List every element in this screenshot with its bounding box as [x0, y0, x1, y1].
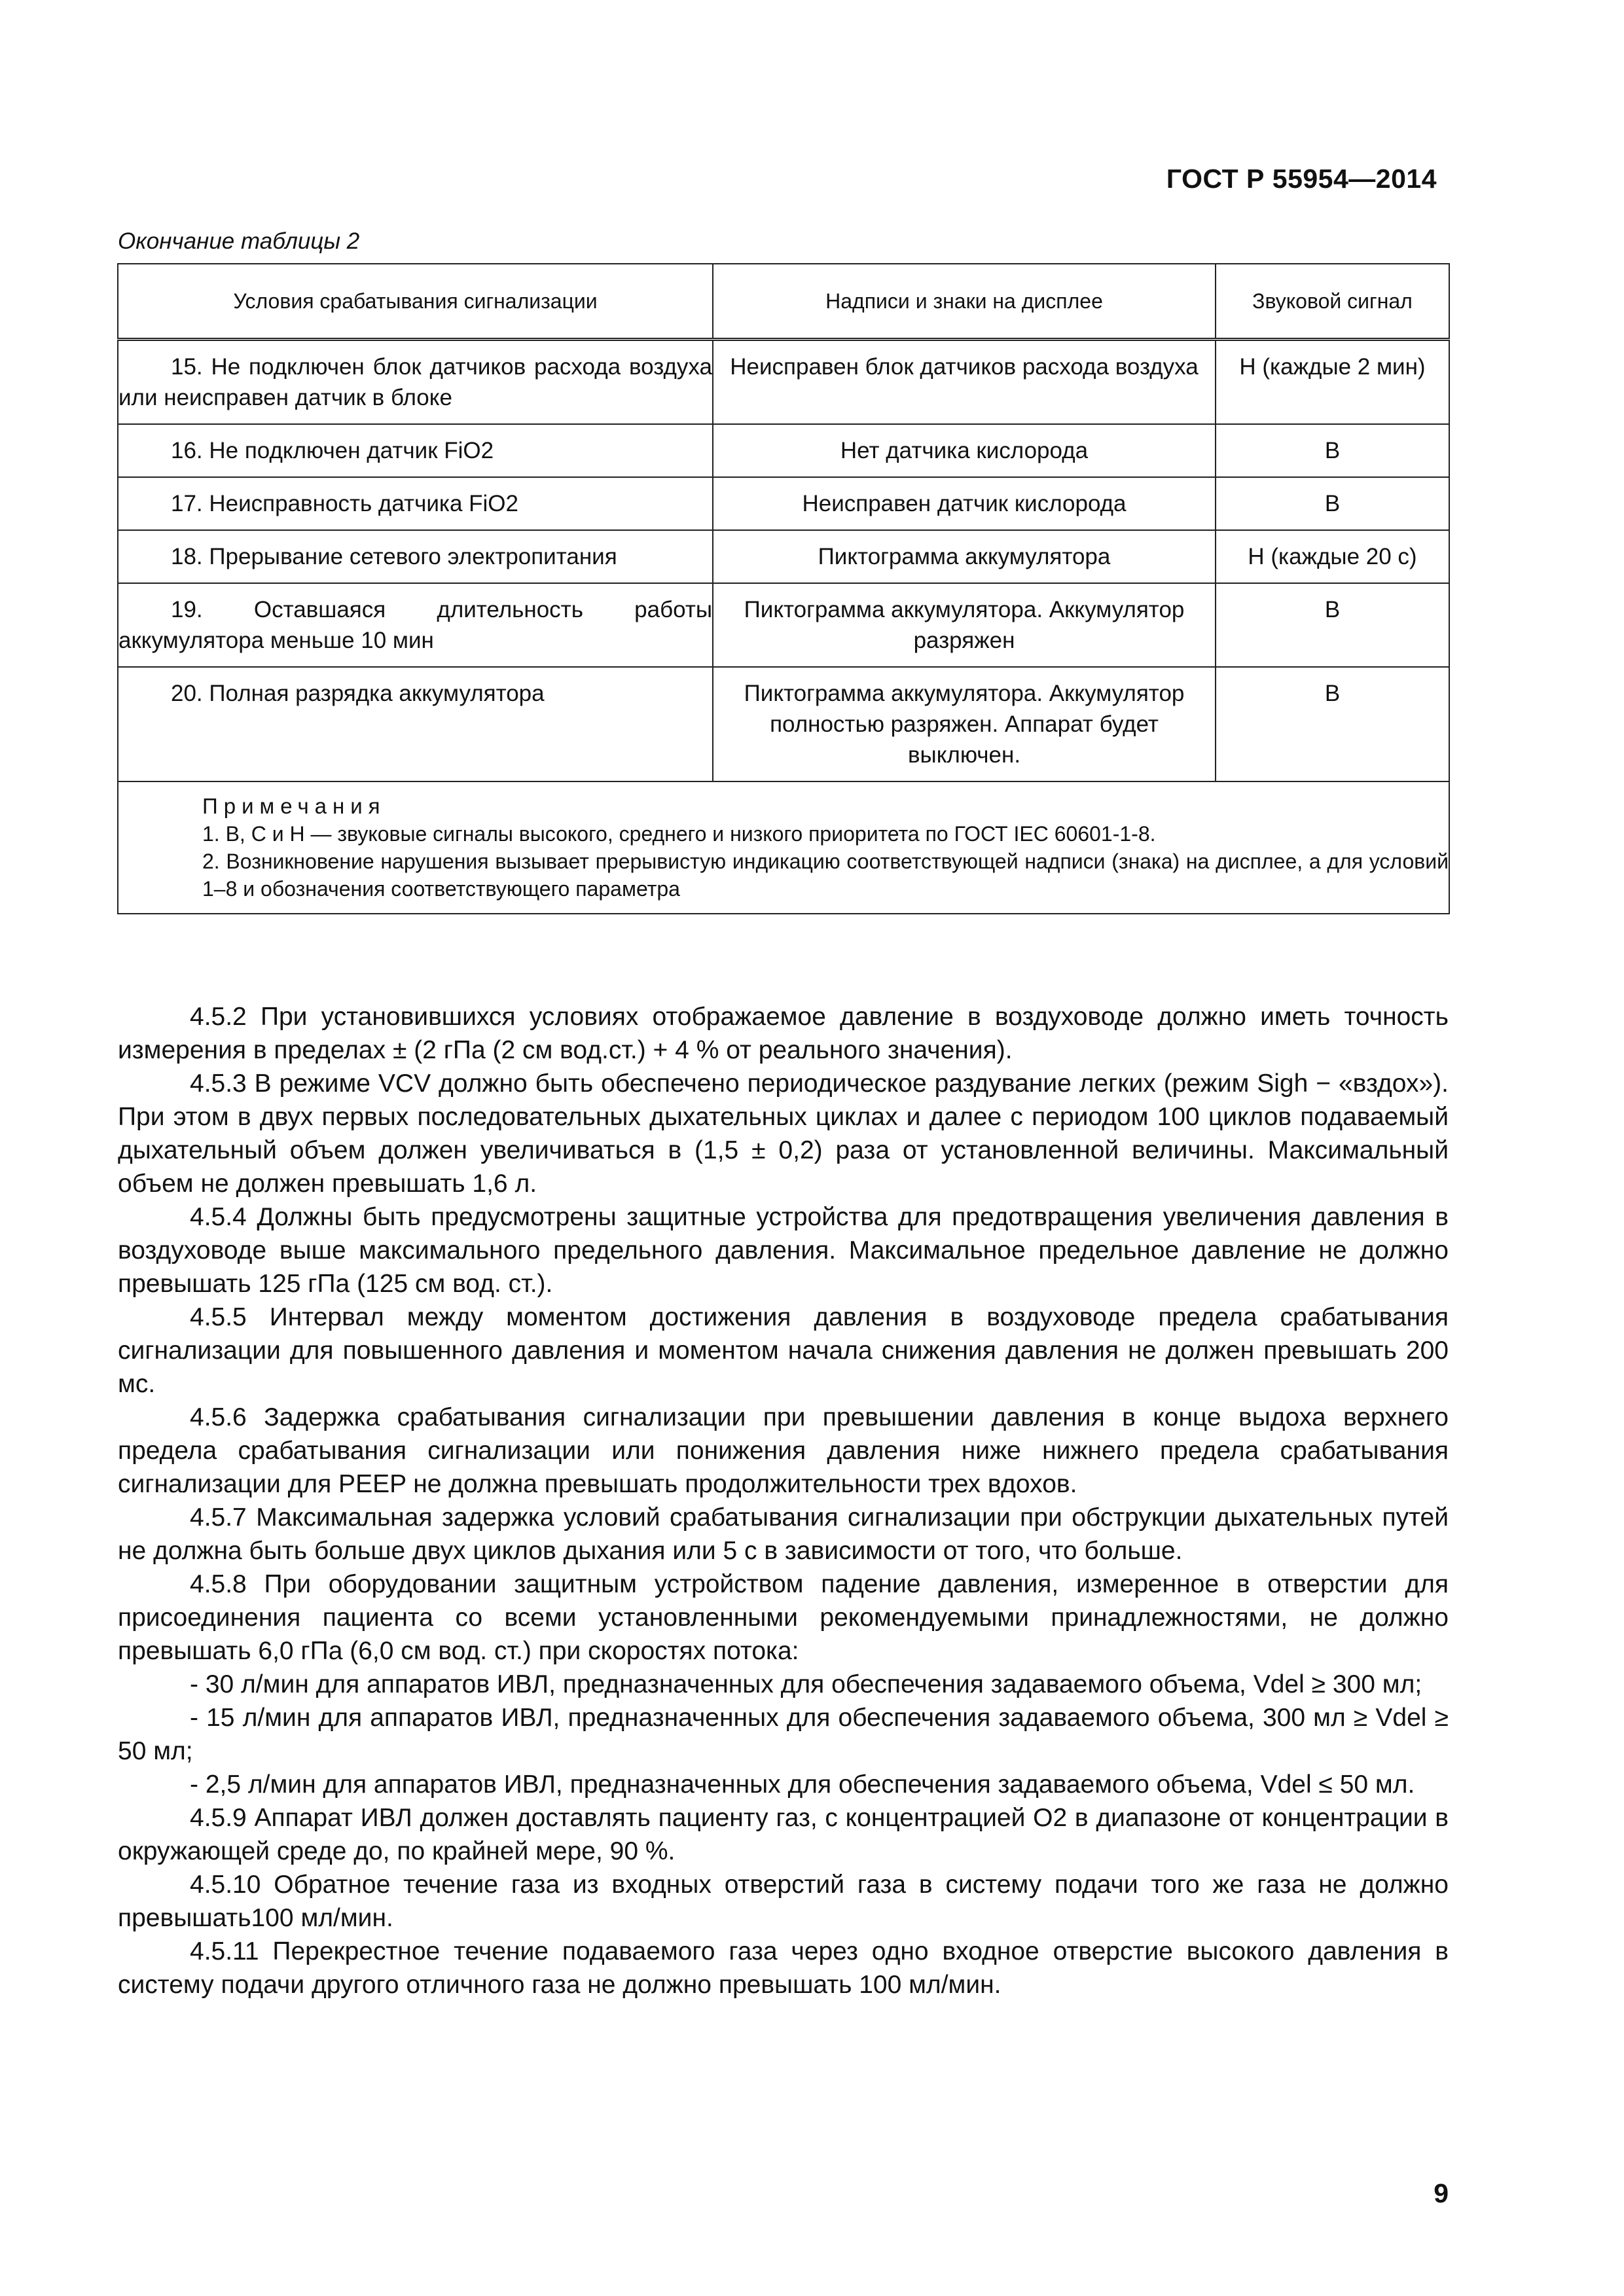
column-header-display: Надписи и знаки на дисплее	[713, 264, 1216, 340]
list-item: - 30 л/мин для аппаратов ИВЛ, предназначенных для обеспечения задаваемого объема, Vdel ≥ 300 мл;	[190, 1670, 1422, 1698]
condition-cell	[118, 424, 713, 477]
note-item	[118, 848, 1449, 903]
display-cell: Пиктограмма аккумулятора	[713, 530, 1216, 583]
paragraph: 4.5.7 Максимальная задержка условий срабатывания сигнализации при обструкции дыхательных путей не должна быть больше двух циклов дыхания или 5 с в зависимости от того, что больше.	[118, 1503, 1449, 1565]
condition-text: 19. Оставшаяся длительность работы аккумулятора меньше 10 мин	[118, 597, 712, 653]
list-item: - 15 л/мин для аппаратов ИВЛ, предназначенных для обеспечения задаваемого объема, 300 мл ≥ Vdel ≥ 50 мл;	[118, 1704, 1449, 1765]
condition-cell	[118, 530, 713, 583]
list-item: - 2,5 л/мин для аппаратов ИВЛ, предназначенных для обеспечения задаваемого объема, Vdel ≤ 50 мл.	[190, 1770, 1415, 1799]
paragraph: 4.5.2 При установившихся условиях отображаемое давление в воздуховоде должно иметь точность измерения в пределах ± (2 гПа (2 см вод.ст.) + 4 % от реального значения).	[118, 1003, 1449, 1064]
paragraph: 4.5.11 Перекрестное течение подаваемого газа через одно входное отверстие высокого давления в систему подачи другого отличного газа не должно превышать 100 мл/мин.	[118, 1937, 1449, 1999]
paragraph: 4.5.5 Интервал между моментом достижения давления в воздуховоде предела срабатывания сигнализации для повышенного давления и моментом начала снижения давления не должен превышать 200 мс.	[118, 1303, 1449, 1398]
condition-text: 15. Не подключен блок датчиков расхода воздуха или неисправен датчик в блоке	[118, 354, 712, 410]
sound-cell: Н (каждые 2 мин)	[1216, 340, 1449, 425]
table-row	[118, 424, 1449, 477]
paragraph: 4.5.10 Обратное течение газа из входных отверстий газа в систему подачи того же газа не должно превышать100 мл/мин.	[118, 1871, 1449, 1932]
paragraph: 4.5.8 При оборудовании защитным устройством падение давления, измеренное в отверстии для присоединения пациента со всеми установленными рекомендуемыми принадлежностями, не должно превышать 6,0 гПа (6,0 см вод. ст.) при скоростях потока:	[118, 1570, 1449, 1665]
sound-cell: В	[1216, 424, 1449, 477]
notes-title: Примечания	[202, 794, 386, 818]
column-header-sound: Звуковой сигнал	[1216, 264, 1449, 340]
table-caption: Окончание таблицы 2	[118, 228, 360, 254]
display-cell: Неисправен блок датчиков расхода воздуха	[713, 340, 1216, 425]
body-text	[118, 1000, 1449, 2001]
column-header-conditions: Условия срабатывания сигнализации	[118, 264, 713, 340]
condition-cell	[118, 583, 713, 667]
condition-text: 17. Неисправность датчика FiO2	[171, 491, 518, 516]
condition-cell	[118, 667, 713, 781]
sound-cell: В	[1216, 477, 1449, 530]
sound-cell: В	[1216, 583, 1449, 667]
paragraph: 4.5.6 Задержка срабатывания сигнализации при превышении давления в конце выдоха верхнего предела срабатывания сигнализации или понижения давления ниже нижнего предела срабатывания сигнализации для PEEP не должна превышать продолжительности трех вдохов.	[118, 1403, 1449, 1498]
display-cell: Пиктограмма аккумулятора. Аккумулятор полностью разряжен. Аппарат будет выключен.	[713, 667, 1216, 781]
note-item: 1. В, С и Н — звуковые сигналы высокого, среднего и низкого приоритета по ГОСТ IEC 60601-1-8.	[202, 822, 1156, 846]
sound-cell: Н (каждые 20 с)	[1216, 530, 1449, 583]
table-row	[118, 340, 1449, 425]
table-header-row	[118, 264, 1449, 340]
sound-cell: В	[1216, 667, 1449, 781]
display-cell: Неисправен датчик кислорода	[713, 477, 1216, 530]
display-cell: Нет датчика кислорода	[713, 424, 1216, 477]
note-item-text: 2. Возникновение нарушения вызывает прерывистую индикацию соответствующей надписи (знака) на дисплее, а для условий 1–8 и обозначения соответствующего параметра	[202, 850, 1449, 901]
condition-text: 20. Полная разрядка аккумулятора	[171, 681, 545, 706]
paragraph: 4.5.3 В режиме VCV должно быть обеспечено периодическое раздувание легких (режим Sigh − «вздох»). При этом в двух первых последовательных дыхательных циклах и далее с периодом 100 циклов подаваемый дыхательный объем должен увеличиваться в (1,5 ± 0,2) раза от установленной величины. Максимальный объем не должен превышать 1,6 л.	[118, 1069, 1449, 1198]
condition-text: 16. Не подключен датчик FiO2	[171, 438, 494, 463]
paragraph: 4.5.4 Должны быть предусмотрены защитные устройства для предотвращения увеличения давления в воздуховоде выше максимального предельного давления. Максимальное предельное давление не должно превышать 125 гПа (125 см вод. ст.).	[118, 1203, 1449, 1298]
condition-cell	[118, 340, 713, 425]
table-row	[118, 477, 1449, 530]
notes-row	[118, 781, 1449, 914]
page-number: 9	[1434, 2178, 1449, 2208]
standard-number: ГОСТ Р 55954—2014	[1166, 164, 1437, 194]
condition-text: 18. Прерывание сетевого электропитания	[171, 544, 617, 569]
notes-cell	[118, 781, 1449, 914]
paragraph: 4.5.9 Аппарат ИВЛ должен доставлять пациенту газ, с концентрацией О2 в диапазоне от концентрации в окружающей среде до, по крайней мере, 90 %.	[118, 1804, 1449, 1865]
display-cell: Пиктограмма аккумулятора. Аккумулятор разряжен	[713, 583, 1216, 667]
table-row	[118, 667, 1449, 781]
table-row	[118, 583, 1449, 667]
table-row	[118, 530, 1449, 583]
alarm-table	[117, 263, 1450, 914]
condition-cell	[118, 477, 713, 530]
